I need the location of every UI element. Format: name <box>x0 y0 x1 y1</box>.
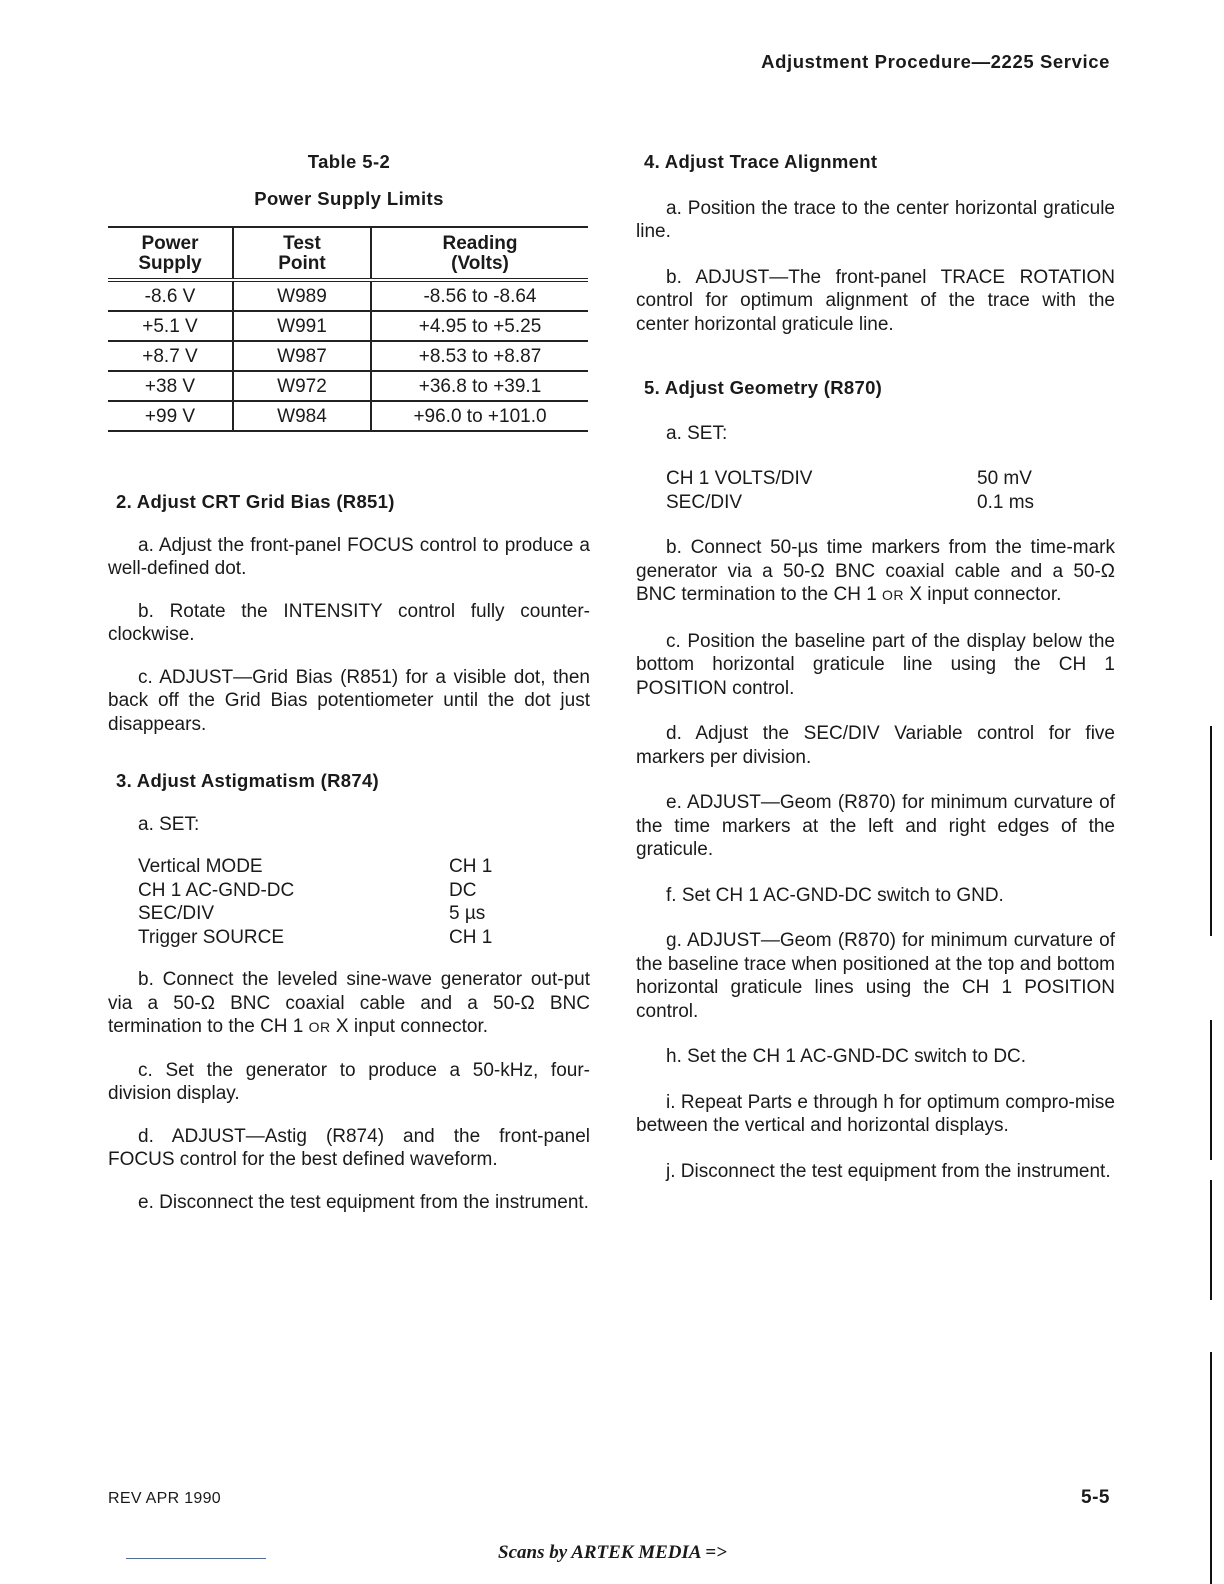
step-3b-text: b. Connect the leveled sine-wave generator out-put via a 50-Ω BNC coaxial cable and a 50-Ω BNC termination to the CH 1 OR X input connector. <box>108 969 590 1037</box>
table-row <box>108 280 588 311</box>
scan-edge-mark <box>1210 726 1212 936</box>
setting-control: CH 1 AC-GND-DC <box>138 879 295 901</box>
step-3-heading: 3. Adjust Astigmatism (R874) <box>116 770 380 791</box>
right-column <box>636 150 1115 1183</box>
step-5e-text: e. ADJUST—Geom (R870) for minimum curvature of the time markers at the left and right edges of the graticule. <box>636 792 1115 860</box>
cell-reading: +4.95 to +5.25 <box>371 311 588 341</box>
step-5g-text: g. ADJUST—Geom (R870) for minimum curvature of the baseline trace when positioned at the top and bottom horizontal graticule lines using the CH 1 POSITION control. <box>636 930 1115 1022</box>
step-5c-text: c. Position the baseline part of the display below the bottom horizontal graticule line using the CH 1 POSITION control. <box>636 630 1115 699</box>
table-row <box>108 341 588 371</box>
table-row <box>108 401 588 431</box>
setting-control: SEC/DIV <box>138 903 215 924</box>
table-row <box>108 311 588 341</box>
table-row <box>108 371 588 401</box>
setting-value: 50 mV <box>977 468 1032 489</box>
step-2-heading: 2. Adjust CRT Grid Bias (R851) <box>116 491 395 512</box>
cell-test-point: W991 <box>233 311 371 341</box>
setting-value: DC <box>449 879 477 901</box>
setting-row <box>138 926 590 950</box>
col-header-test-point: Test Point <box>233 227 371 280</box>
setting-value: 5 µs <box>449 903 486 924</box>
setting-control: Vertical MODE <box>138 856 263 877</box>
scan-underline <box>126 1558 266 1559</box>
cell-supply: +38 V <box>144 376 196 397</box>
scan-edge-mark <box>1210 1180 1212 1300</box>
step-5i-text: i. Repeat Parts e through h for optimum compro-mise between the vertical and horizontal displays. <box>636 1091 1115 1136</box>
cell-reading: +96.0 to +101.0 <box>371 401 588 431</box>
revision-date: REV APR 1990 <box>108 1490 221 1507</box>
step-3d-text: d. ADJUST—Astig (R874) and the front-panel FOCUS control for the best defined waveform. <box>108 1125 590 1170</box>
setting-row <box>138 855 590 879</box>
step-5f-text: f. Set CH 1 AC-GND-DC switch to GND. <box>666 884 1004 906</box>
setting-value: CH 1 <box>449 926 493 948</box>
setting-row <box>138 902 590 926</box>
col-header-power-supply: Power Supply <box>138 233 202 274</box>
power-supply-table <box>108 226 588 432</box>
cell-reading: +36.8 to +39.1 <box>371 371 588 401</box>
cell-supply: +5.1 V <box>142 316 198 337</box>
left-column <box>108 150 590 1214</box>
scan-edge-mark <box>1210 1352 1212 1584</box>
setting-control: Trigger SOURCE <box>138 926 285 948</box>
setting-control: CH 1 VOLTS/DIV <box>666 468 813 489</box>
cell-test-point: W972 <box>233 371 371 401</box>
step-5h-text: h. Set the CH 1 AC-GND-DC switch to DC. <box>666 1046 1027 1067</box>
page-number: 5-5 <box>1081 1487 1110 1508</box>
table-header-row <box>108 227 588 280</box>
step-5-heading: 5. Adjust Geometry (R870) <box>644 377 883 398</box>
step-5j-text: j. Disconnect the test equipment from the instrument. <box>666 1160 1111 1182</box>
step-3-settings-list <box>138 855 590 949</box>
scan-edge-mark <box>1210 1020 1212 1160</box>
cell-test-point: W984 <box>233 401 371 431</box>
cell-supply: +8.7 V <box>142 346 198 367</box>
step-2a-text: a. Adjust the front-panel FOCUS control to produce a well-defined dot. <box>108 534 590 579</box>
cell-reading: +8.53 to +8.87 <box>371 341 588 371</box>
cell-supply: +99 V <box>144 406 196 427</box>
setting-row <box>138 879 590 903</box>
step-5-settings-list <box>666 467 1115 514</box>
step-4b-text: b. ADJUST—The front-panel TRACE ROTATION control for optimum alignment of the trace with the center horizontal graticule line. <box>636 266 1115 335</box>
step-5d-text: d. Adjust the SEC/DIV Variable control for five markers per division. <box>636 723 1115 768</box>
cell-test-point: W989 <box>233 280 371 311</box>
setting-control: SEC/DIV <box>666 491 743 513</box>
setting-row <box>666 491 1115 515</box>
step-4-heading: 4. Adjust Trace Alignment <box>644 151 878 172</box>
setting-row <box>666 467 1115 491</box>
running-header: Adjustment Procedure—2225 Service <box>761 51 1110 72</box>
scan-credit: Scans by ARTEK MEDIA => <box>498 1542 727 1563</box>
step-2b-text: b. Rotate the INTENSITY control fully counter-clockwise. <box>108 600 590 645</box>
step-3c-text: c. Set the generator to produce a 50-kHz, four-division display. <box>108 1059 590 1104</box>
setting-value: 0.1 ms <box>977 491 1035 513</box>
cell-reading: -8.56 to -8.64 <box>371 280 588 311</box>
table-number: Table 5-2 <box>307 151 391 172</box>
cell-test-point: W987 <box>233 341 371 371</box>
setting-value: CH 1 <box>449 856 493 877</box>
cell-supply: -8.6 V <box>144 286 196 307</box>
col-header-reading: Reading (Volts) <box>371 227 588 280</box>
step-5b-text: b. Connect 50-µs time markers from the time-mark generator via a 50-Ω BNC coaxial cable and a 50-Ω BNC termination to the CH 1 OR X input connector. <box>636 537 1115 605</box>
step-4a-text: a. Position the trace to the center horizontal graticule line. <box>636 197 1115 242</box>
table-title: Power Supply Limits <box>254 187 444 209</box>
step-2c-text: c. ADJUST—Grid Bias (R851) for a visible dot, then back off the Grid Bias potentiometer until the dot just disappears. <box>108 666 590 735</box>
step-5a-text: a. SET: <box>666 422 728 444</box>
step-3a-text: a. SET: <box>138 813 200 835</box>
step-3e-text: e. Disconnect the test equipment from the instrument. <box>138 1191 589 1213</box>
